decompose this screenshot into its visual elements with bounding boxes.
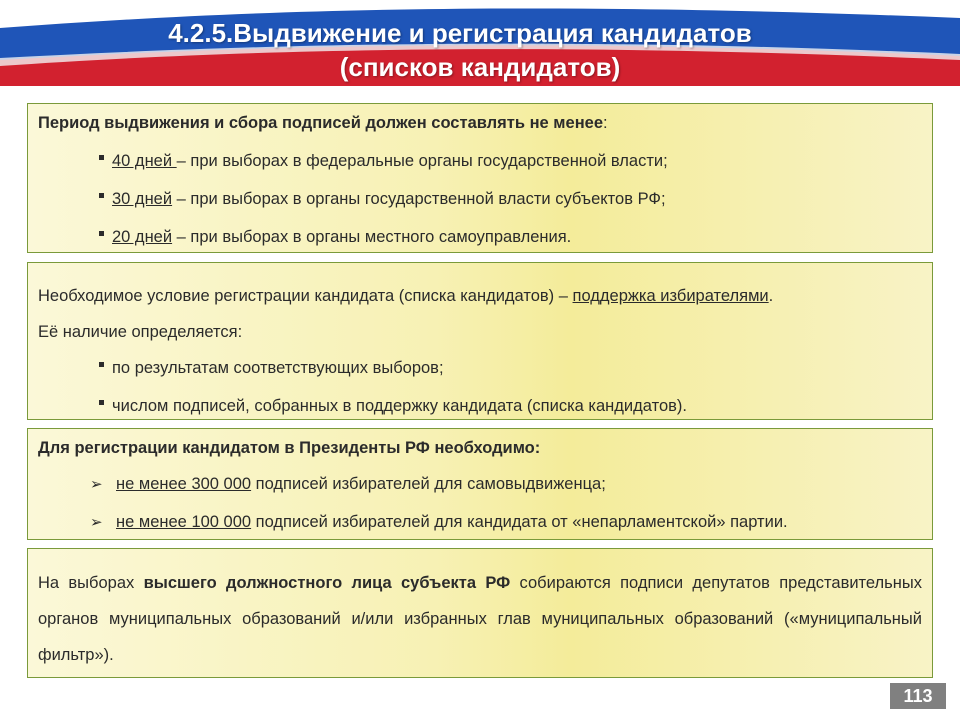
title-line-1: 4.2.5.Выдвижение и регистрация кандидатов xyxy=(168,18,752,48)
bullet-icon xyxy=(99,362,104,367)
slide-title xyxy=(0,16,960,84)
voter-support-term: поддержка избирателями xyxy=(572,287,769,305)
bullet-icon xyxy=(99,231,104,236)
bullet-icon xyxy=(99,155,104,160)
registration-condition-box xyxy=(27,262,933,420)
bullet-icon xyxy=(99,193,104,198)
arrow-bullet-icon: ➢ xyxy=(90,514,103,531)
list-item: 20 дней – при выборах в органы местного самоуправления. xyxy=(99,228,571,247)
list-item: ➢ не менее 100 000 подписей избирателей для кандидата от «непарламентской» партии. xyxy=(90,513,788,531)
municipal-filter-text: На выборах высшего должностного лица субъекта РФ собираются подписи депутатов представительных органов муниципальных образований и/или избранных глав муниципальных образований («муниципальный фильтр»). xyxy=(38,574,922,664)
list-item: 40 дней – при выборах в федеральные органы государственной власти; xyxy=(99,152,668,171)
list-item: числом подписей, собранных в поддержку кандидата (списка кандидатов). xyxy=(99,397,687,416)
registration-condition-text: Необходимое условие регистрации кандидата (списка кандидатов) – поддержка избирателями. xyxy=(38,287,774,305)
list-item: 30 дней – при выборах в органы государственной власти субъектов РФ; xyxy=(99,190,666,209)
president-registration-box xyxy=(27,428,933,540)
bullet-icon xyxy=(99,400,104,405)
municipal-filter-box xyxy=(27,548,933,678)
list-item: по результатам соответствующих выборов; xyxy=(99,359,444,378)
title-line-2: (списков кандидатов) xyxy=(339,52,621,82)
nomination-period-box xyxy=(27,103,933,253)
list-item: ➢ не менее 300 000 подписей избирателей для самовыдвиженца; xyxy=(90,475,606,493)
nomination-heading: Период выдвижения и сбора подписей должен составлять не менее: xyxy=(38,114,608,132)
page-number: 113 xyxy=(890,683,946,709)
arrow-bullet-icon: ➢ xyxy=(90,476,103,493)
president-heading: Для регистрации кандидатом в Президенты РФ необходимо: xyxy=(38,439,541,457)
determined-by-text: Её наличие определяется: xyxy=(38,323,243,341)
